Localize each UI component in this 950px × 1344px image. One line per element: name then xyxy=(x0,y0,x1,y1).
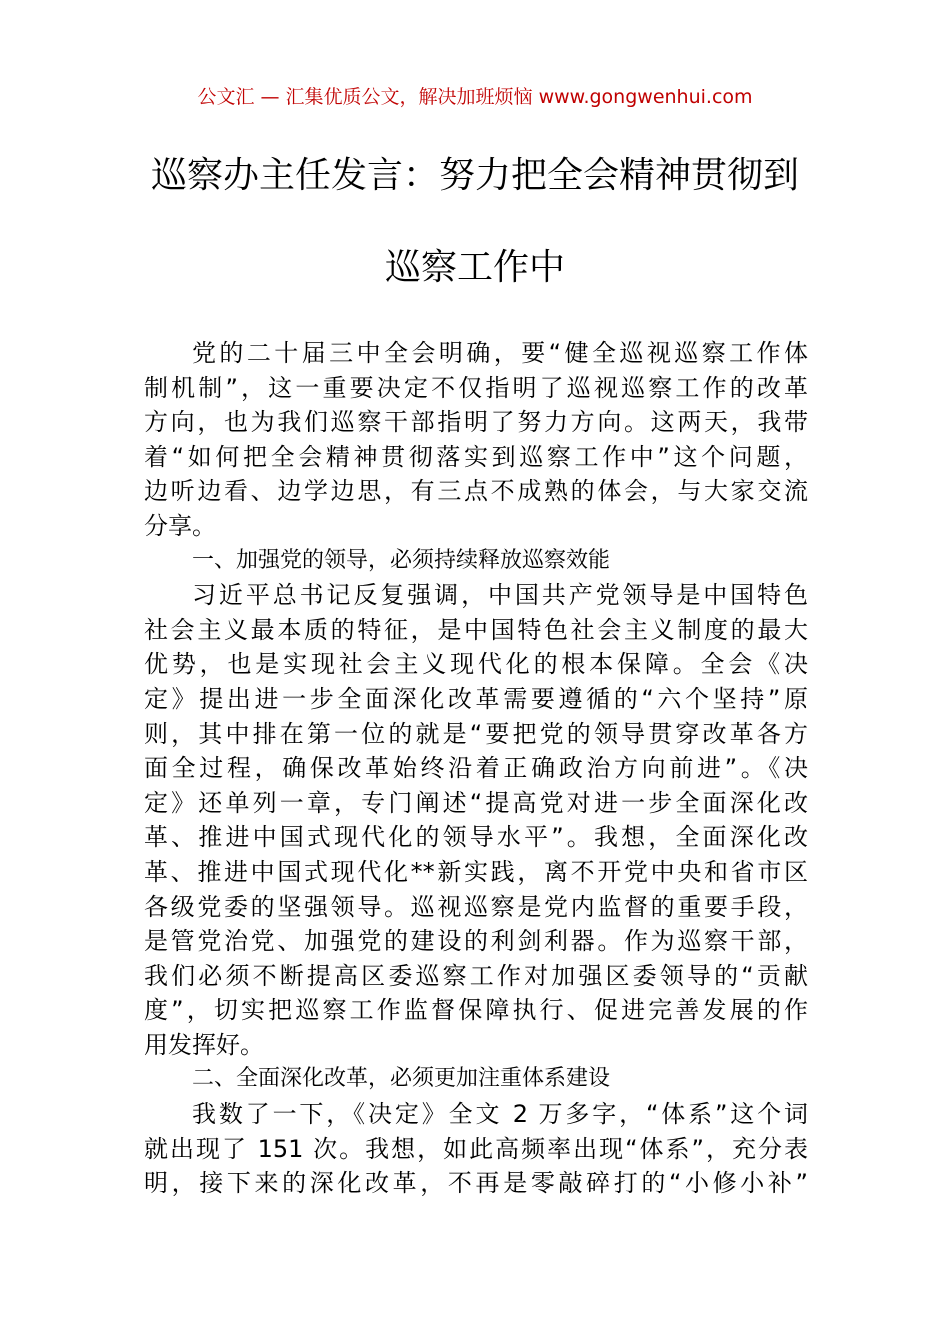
paragraph-line: 党的二十届三中全会明确，要“健全巡视巡察工作体 xyxy=(192,339,808,367)
paragraph-line: 革、推进中国式现代化**新实践，离不开党中央和省市区 xyxy=(144,857,808,886)
paragraph-line: 度”，切实把巡察工作监督保障执行、促进完善发展的作 xyxy=(144,996,808,1025)
paragraph-line: 各级党委的坚强领导。巡视巡察是党内监督的重要手段， xyxy=(144,892,808,921)
paragraph-line: 就出现了 151 次。我想，如此高频率出现“体系”，充分表 xyxy=(144,1134,808,1163)
document-title-line-1: 巡察办主任发言：努力把全会精神贯彻到 xyxy=(150,155,799,196)
paragraph-line: 定》还单列一章，专门阐述“提高党对进一步全面深化改 xyxy=(144,788,808,817)
site-banner: 公文汇 — 汇集优质公文，解决加班烦恼 www.gongwenhui.com xyxy=(197,86,753,108)
section-heading-1: 一、加强党的领导，必须持续释放巡察效能 xyxy=(192,547,611,573)
paragraph-line: 习近平总书记反复强调，中国共产党领导是中国特色 xyxy=(192,581,808,610)
paragraph-line: 制机制”，这一重要决定不仅指明了巡视巡察工作的改革 xyxy=(144,373,808,402)
paragraph-line: 面全过程，确保改革始终沿着正确政治方向前进”。《决 xyxy=(144,754,808,783)
paragraph-line: 社会主义最本质的特征，是中国特色社会主义制度的最大 xyxy=(144,615,808,644)
paragraph-line: 用发挥好。 xyxy=(144,1030,264,1059)
paragraph-line: 优势，也是实现社会主义现代化的根本保障。全会《决 xyxy=(144,650,808,679)
paragraph-line: 则，其中排在第一位的就是“要把党的领导贯穿改革各方 xyxy=(144,719,808,748)
paragraph-line: 分享。 xyxy=(144,511,216,540)
paragraph-line: 我数了一下，《决定》全文 2 万多字，“体系”这个词 xyxy=(192,1100,808,1129)
paragraph-line: 定》提出进一步全面深化改革需要遵循的“六个坚持”原 xyxy=(144,684,808,713)
section-heading-2: 二、全面深化改革，必须更加注重体系建设 xyxy=(192,1066,611,1092)
paragraph-line: 方向，也为我们巡察干部指明了努力方向。这两天，我带 xyxy=(144,408,808,437)
paragraph-line: 着“如何把全会精神贯彻落实到巡察工作中”这个问题， xyxy=(144,442,808,471)
document-body xyxy=(144,336,808,1201)
paragraph-line: 我们必须不断提高区委巡察工作对加强区委领导的“贡献 xyxy=(144,961,808,990)
paragraph-line: 明，接下来的深化改革，不再是零敲碎打的“小修小补” xyxy=(144,1169,808,1198)
paragraph-line: 革、推进中国式现代化的领导水平”。我想，全面深化改 xyxy=(144,823,808,852)
paragraph-line: 是管党治党、加强党的建设的利剑利器。作为巡察干部， xyxy=(144,927,808,956)
paragraph-line: 边听边看、边学边思，有三点不成熟的体会，与大家交流 xyxy=(144,477,808,506)
document-title-line-2: 巡察工作中 xyxy=(384,247,565,288)
